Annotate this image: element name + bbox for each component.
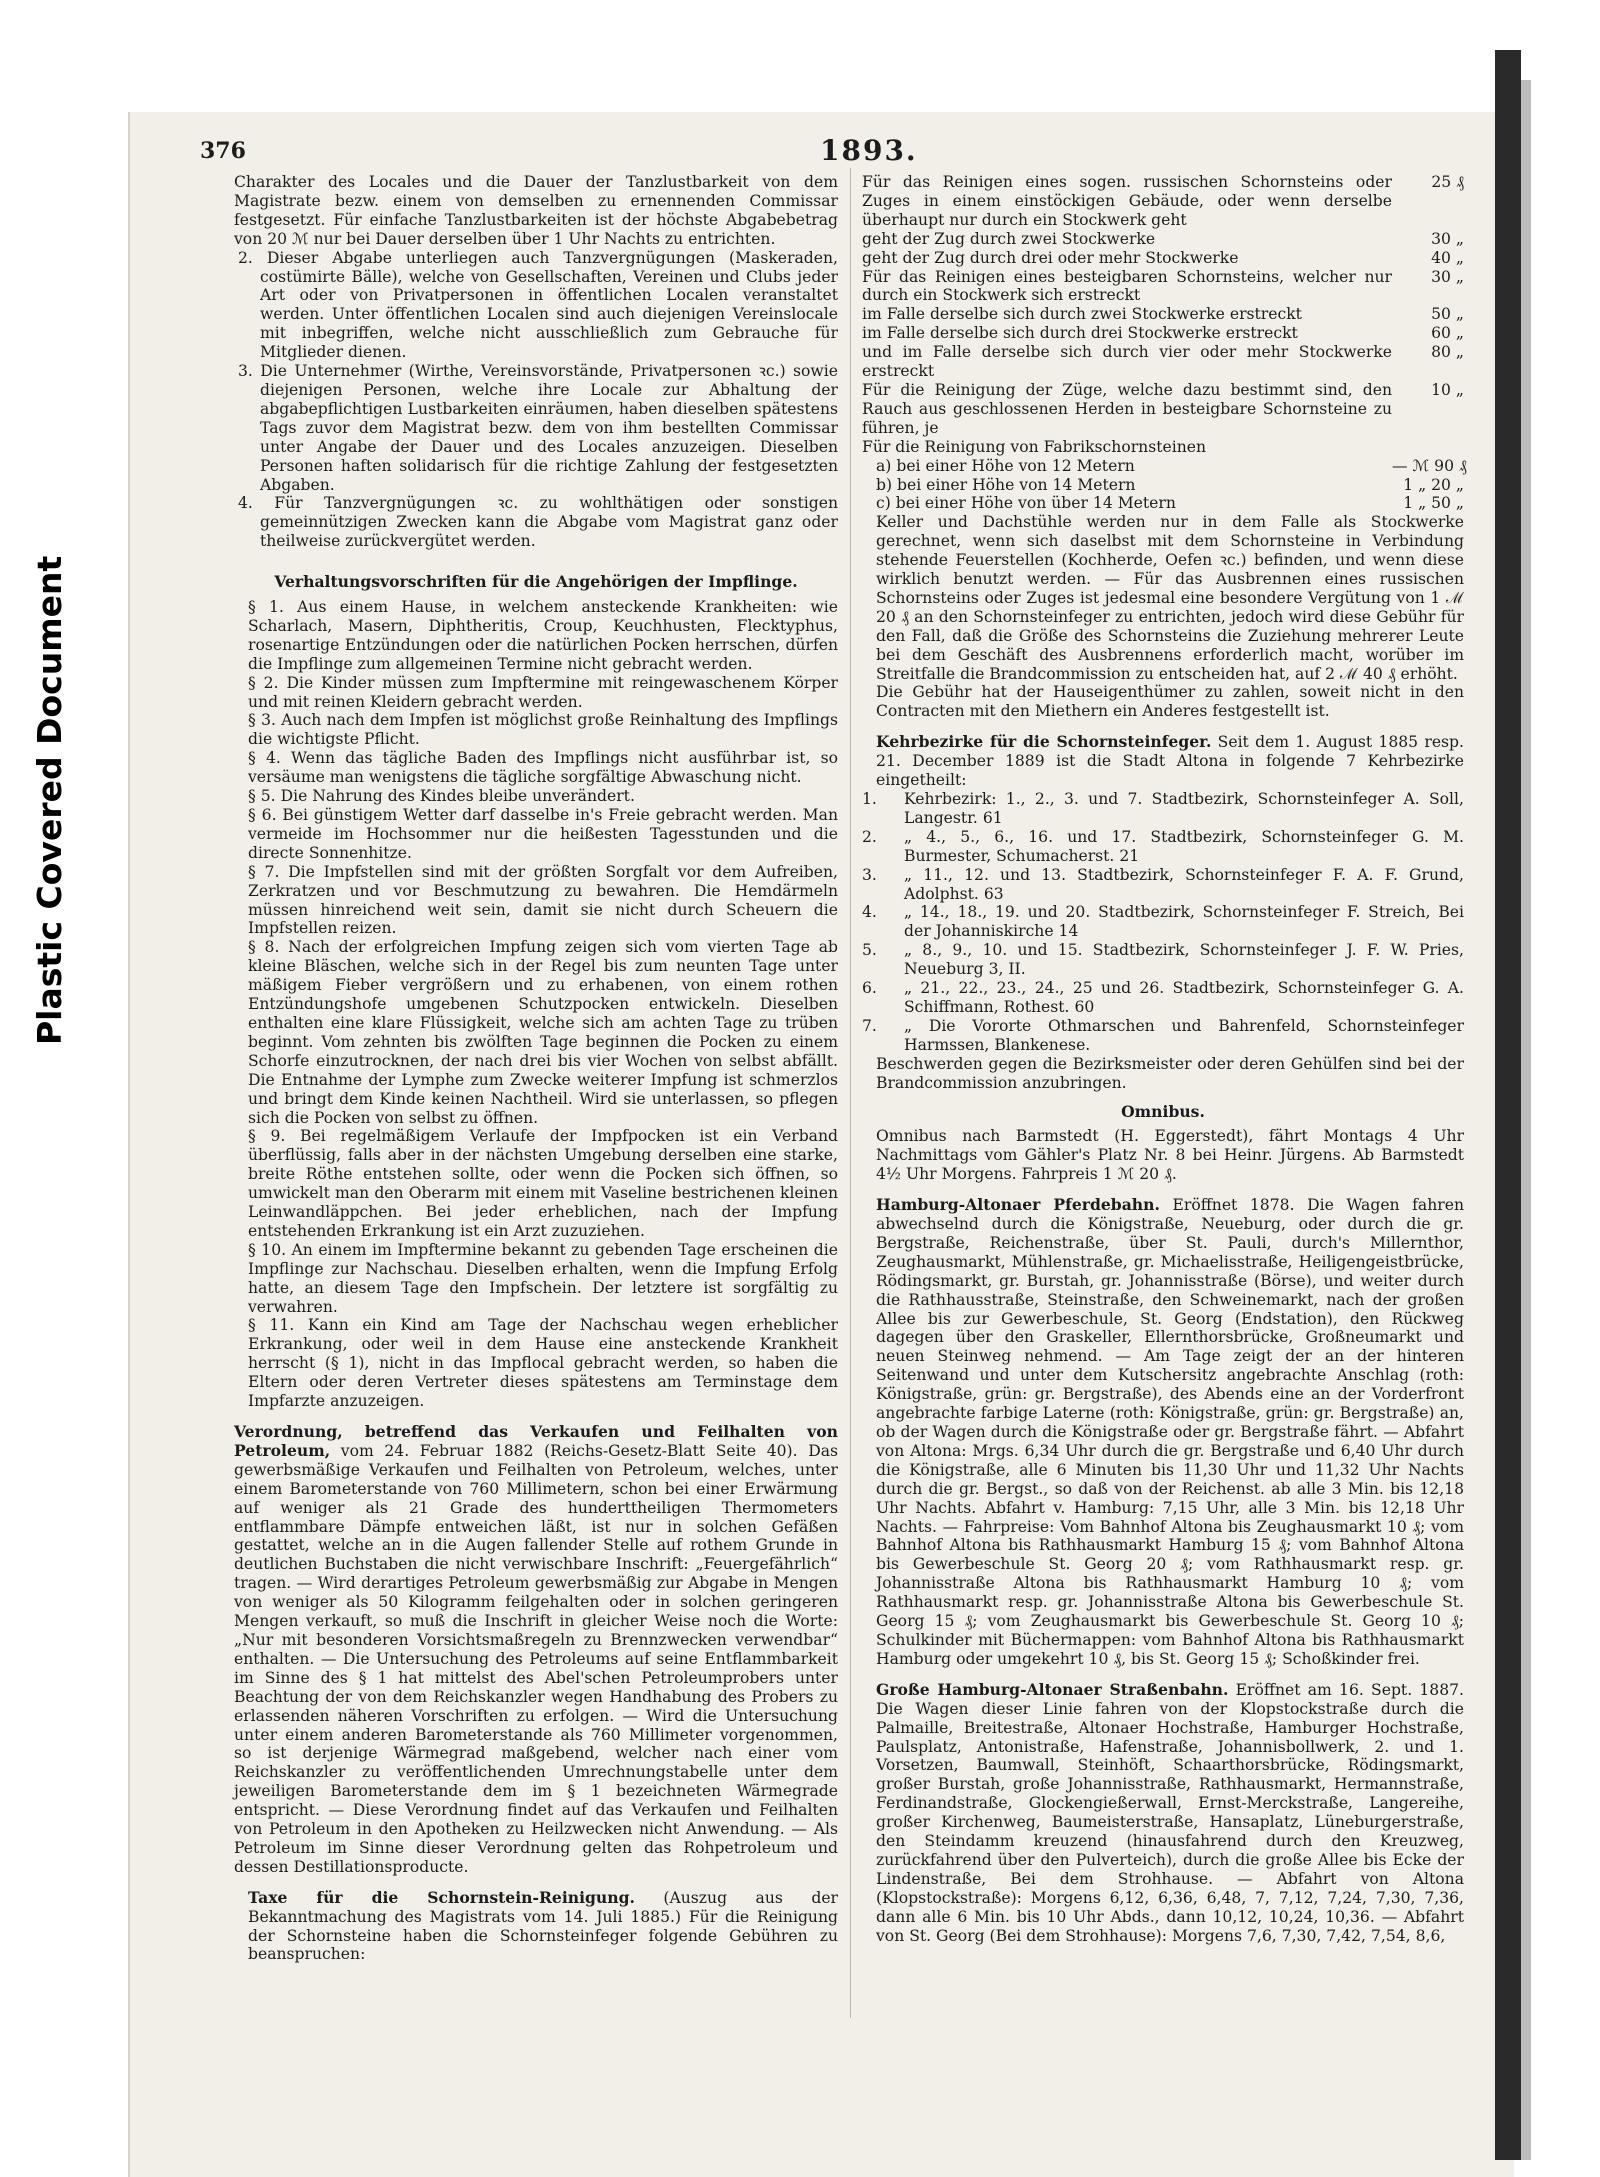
kehr-title: Kehrbezirke für die Schornsteinfeger. (876, 732, 1212, 752)
impf-paragraph: § 8. Nach der erfolgreichen Impfung zeigen sich vom vierten Tage ab kleine Bläschen, welche sich in der Regel bis zum neunten Tage unter mäßigem Fieber vergrößern und zu erhabenen, von einem rothen Entzündungshofe umgebenen Schutzpocken entwickeln. Dieselben enthalten eine klare Flüssigkeit, welche sich am achten Tage zu trüben beginnt. Vom zehnten bis zwölften Tage beginnen die Pocken zu einem Schorfe einzutrocknen, der nach drei bis vier Wochen von selbst abfällt. Die Entnahme der Lymphe zum Zwecke weiterer Impfung ist schmerzlos und bringt dem Kinde keinen Nachtheil. Wird sie unterlassen, so pflegen sich die Pocken von selbst zu öffnen. (248, 938, 838, 1127)
fee-row (862, 268, 1464, 306)
fee-value: 60 „ (1431, 324, 1464, 343)
fee-value: 1 „ 20 „ (1403, 475, 1464, 494)
page-edge-dark (1495, 50, 1521, 2160)
fee-value: 50 „ (1431, 305, 1464, 324)
pferdebahn-text: Eröffnet 1878. Die Wagen fahren abwechselnd durch die Königstraße, Neueburg, oder durch die gr. Bergstraße, Reichenstraße, über St. Pauli, durch's Millernthor, Zeughausmarkt, Mühlenstraße, gr. Michaelisstraße, Heiligengeistbrücke, Rödingsmarkt, gr. Burstah, gr. Johannisstraße (Börse), und weiter durch die Rathhausstraße, Steinstraße, den Schweinemarkt, nach der großen Allee bis zur Gewerbeschule, St. Georg (Endstation), den Rückweg dagegen über den Graskeller, Ellernthorsbrücke, Großneumarkt und neuen Steinweg nehmend. — Am Tage zeigt der an der hinteren Seitenwand und unter dem Kutschersitz angebrachte Anschlag (roth: Königstraße, grün: gr. Bergstraße), des Abends eine an der Vorderfront angebrachte farbige Laterne (roth: Königstraße, grün: gr. Bergstraße) an, ob der Wagen durch die Königstraße oder gr. Bergstraße fährt. — Abfahrt von Altona: Mrgs. 6,34 Uhr durch die gr. Bergstraße und 6,40 Uhr durch die Königstraße, alle 6 Minuten bis 11,30 Uhr und 11,32 Uhr Nachts durch die gr. Bergst., so daß von der Reichenst. ab alle 3 Min. bis 12,18 Uhr Nachts. Abfahrt v. Hamburg: 7,15 Uhr, alle 3 Min. bis 12,18 Uhr Nachts. — Fahrpreise: Vom Bahnhof Altona bis Zeughausmarkt 10 ₰; vom Bahnhof Altona bis Rathhausmarkt Hamburg 15 ₰; vom Bahnhof Altona bis Gewerbeschule St. Georg 20 ₰; vom Rathhausmarkt resp. gr. Johannisstraße Altona bis Rathhausmarkt Hamburg 10 ₰; vom Rathhausmarkt resp. gr. Johannisstraße Altona bis Gewerbeschule St. Georg 15 ₰; vom Zeughausmarkt bis Gewerbeschule St. Georg 10 ₰; Schulkinder mit Büchermappen: vom Bahnhof Altona bis Rathhausmarkt Hamburg oder umgekehrt 10 ₰, bis St. Georg 15 ₰; Schoßkinder frei. (876, 1196, 1464, 1668)
right-column (862, 173, 1467, 1945)
impf-paragraph: § 2. Die Kinder müssen zum Impftermine mit reingewaschenem Körper und mit reinen Kleidern gebracht werden. (248, 673, 838, 711)
fee-value: 10 „ (1431, 380, 1464, 399)
page-number: 376 (200, 138, 246, 164)
fee-label: und im Falle derselbe sich durch vier oder mehr Stockwerke erstreckt (862, 343, 1392, 381)
fee-label: Für das Reinigen eines sogen. russischen Schornsteins oder Zuges in einem einstöckigen Gebäude, oder wenn derselbe überhaupt nur durch ein Stockwerk geht (862, 173, 1392, 229)
district-text: „ 4., 5., 6., 16. und 17. Stadtbezirk, Schornsteinfeger G. M. Burmester, Schumacherst. 21 (904, 827, 1464, 865)
district-number: 1. (862, 790, 877, 808)
fee-value: 25 ₰ (1431, 173, 1464, 191)
tanz-item: 2. Dieser Abgabe unterliegen auch Tanzvergnügungen (Maskeraden, costümirte Bälle), welche von Gesellschaften, Vereinen und Clubs jeder Art oder von Privatpersonen in öffentlichen Localen veranstaltet werden. Unter öffentlichen Localen sind auch diejenigen Vereinslocale mit inbegriffen, welche nicht ausschließlich zum Gebrauche für Mitglieder dienen. (238, 248, 838, 362)
petrol-title: Verordnung, betreffend das Verkaufen und Feilhalten von Petroleum, (234, 1422, 838, 1460)
district-number: 5. (862, 941, 877, 960)
side-label-text: Plastic Covered Document (30, 555, 69, 1045)
district-row (862, 941, 1464, 979)
fee-label: im Falle derselbe sich durch zwei Stockwerke erstreckt (862, 305, 1302, 324)
fee-label: a) bei einer Höhe von 12 Metern (876, 456, 1135, 475)
omnibus-paragraph: Omnibus nach Barmstedt (H. Eggerstedt), fährt Montags 4 Uhr Nachmittags vom Gähler's Platz Nr. 8 bei Heinr. Jürgens. Ab Barmstedt 4½ Uhr Morgens. Fahrpreis 1 ℳ 20 ₰. (876, 1127, 1464, 1184)
district-row (862, 979, 1464, 1017)
district-number: 2. (862, 827, 877, 846)
fee-value: 80 „ (1431, 343, 1464, 362)
district-number: 6. (862, 979, 877, 998)
column-divider (850, 168, 851, 2018)
left-column (234, 173, 838, 1964)
gebuehr-paragraph: Die Gebühr hat der Hauseigenthümer zu zahlen, soweit nicht in den Contracten mit den Miethern ein Anderes festgestellt ist. (876, 683, 1464, 721)
fee-row (862, 381, 1464, 438)
district-row (862, 866, 1464, 904)
fee-row (862, 173, 1464, 230)
impf-paragraph: § 9. Bei regelmäßigem Verlaufe der Impfpocken ist ein Verband überflüssig, falls aber in der nächsten Umgebung derselben eine starke, breite Röthe entstehen sollte, oder wenn die Pocken sich öffnen, so umwickelt man den Oberarm mit einem mit Vaseline bestrichenen kleinen Leinwandläppchen. Bei jeder erheblichen, nach der Impfung entstehenden Erkrankung ist ein Arzt zuzuziehen. (248, 1127, 838, 1240)
impf-paragraph: § 10. An einem im Impftermine bekannt zu gebenden Tage erscheinen die Impflinge zur Nachschau. Dieselben erhalten, wenn die Impfung Erfolg hatte, an diesem Tage den Impfschein. Der letztere ist sorgfältig zu verwahren. (248, 1240, 838, 1316)
pferdebahn-section (862, 1196, 1464, 1669)
fee-label: geht der Zug durch zwei Stockwerke (862, 229, 1156, 248)
kehr-section (862, 733, 1464, 790)
fee-label: Für das Reinigen eines besteigbaren Schornsteins, welcher nur durch ein Stockwerk sich erstreckt (862, 267, 1392, 305)
strassenbahn-section (862, 1681, 1464, 1946)
pferdebahn-title: Hamburg-Altonaer Pferdebahn. (876, 1195, 1160, 1215)
fabrik-title: Für die Reinigung von Fabrikschornsteinen (862, 437, 1207, 456)
district-row (862, 1017, 1464, 1055)
fee-value: 30 „ (1431, 229, 1464, 248)
fee-value: 40 „ (1431, 248, 1464, 267)
district-text: „ 21., 22., 23., 24., 25 und 26. Stadtbezirk, Schornsteinfeger G. A. Schiffmann, Rothest. 60 (904, 979, 1464, 1016)
impf-paragraph: § 4. Wenn das tägliche Baden des Impflings nicht ausführbar ist, so versäume man wenigstens die tägliche sorgfältige Abwaschung nicht. (248, 749, 838, 787)
district-row (862, 790, 1464, 828)
page-year: 1893. (820, 134, 918, 167)
fee-row (862, 249, 1464, 268)
fee-label: geht der Zug durch drei oder mehr Stockwerke (862, 248, 1239, 267)
taxe-title: Taxe für die Schornstein-Reinigung. (248, 1887, 635, 1907)
petrol-section (234, 1423, 838, 1877)
omnibus-title: Omnibus. (1121, 1101, 1205, 1121)
district-number: 4. (862, 903, 877, 922)
district-text: „ 14., 18., 19. und 20. Stadtbezirk, Schornsteinfeger F. Streich, Bei der Johanniskirche 14 (904, 903, 1464, 941)
tanz-intro: Charakter des Locales und die Dauer der Tanzlustbarkeit von dem Magistrate bezw. einem von demselben zu ernennenden Commissar festgesetzt. Für einfache Tanzlustbarkeiten ist der höchste Abgabebetrag von 20 ℳ nur bei Dauer derselben über 1 Uhr Nachts zu entrichten. (234, 173, 838, 248)
fee-value: 30 „ (1431, 267, 1464, 286)
fee-label: im Falle derselbe sich durch drei Stockwerke erstreckt (862, 324, 1298, 343)
tanz-item: 4. Für Tanzvergnügungen ꝛc. zu wohlthätigen oder sonstigen gemeinnützigen Zwecken kann die Abgabe vom Magistrat ganz oder theilweise zurückvergütet werden. (238, 494, 838, 551)
strassenbahn-text: Eröffnet am 16. Sept. 1887. Die Wagen dieser Linie fahren von der Klopstockstraße durch die Palmaille, Breitestraße, Altonaer Hochstraße, Hamburger Hochstraße, Paulsplatz, Antonistraße, Hafenstraße, Johannisbollwerk, 2. und 1. Vorsetzen, Baumwall, Steinhöft, Schaarthorsbrücke, Rödingsmarkt, großer Burstah, große Johannisstraße, Rathhausmarkt, Hermannstraße, Ferdinandstraße, Glockengießerwall, Ernst-Merckstraße, Langereihe, großer Kirchenweg, Baumeisterstraße, Hansaplatz, Lüneburgerstraße, den Steindamm kreuzend (hinausfahrend durch den Kreuzweg, zurückfahrend über den Pulverteich), durch die große Allee bis Ecke der Lindenstraße, Bei dem Strohhause. — Abfahrt von Altona (Klopstockstraße): Morgens 6,12, 6,36, 6,48, 7, 7,12, 7,24, 7,30, 7,36, dann alle 6 Min. bis 10 Uhr Abds., dann 10,12, 10,24, 10,36. — Abfahrt von St. Georg (Bei dem Strohhause): Morgens 7,6, 7,30, 7,42, 7,54, 8,6, (876, 1680, 1464, 1945)
district-row (862, 903, 1464, 941)
fee-row (862, 305, 1464, 324)
fee-label: b) bei einer Höhe von 14 Metern (876, 475, 1136, 494)
beschwerden-paragraph: Beschwerden gegen die Bezirksmeister oder deren Gehülfen sind bei der Brandcommission anzubringen. (876, 1054, 1464, 1092)
fee-row (862, 324, 1464, 343)
district-text: „ Die Vororte Othmarschen und Bahrenfeld, Schornsteinfeger Harmssen, Blankenese. (904, 1016, 1464, 1054)
fee-row (862, 494, 1464, 513)
fee-value: 1 „ 50 „ (1403, 494, 1464, 513)
keller-paragraph: Keller und Dachstühle werden nur in dem Falle als Stockwerke gerechnet, wenn sich daselbst mit dem Schornsteine in Verbindung stehende Feuerstellen (Kochherde, Oefen ꝛc.) befinden, und wenn diese wirklich benutzt werden. — Für das Ausbrennen eines russischen Schornsteins oder Zuges ist jedesmal eine besondere Vergütung von 1 ℳ 20 ₰ an den Schornsteinfeger zu entrichten, jedoch wird diese Gebühr für den Fall, daß die Größe des Schornsteins die Zuziehung mehrerer Leute bei dem Geschäft des Ausbrennens erforderlich macht, worüber im Streitfalle die Brandcommission zu entscheiden hat, auf 2 ℳ 40 ₰ erhöht. (876, 513, 1464, 683)
fee-label: c) bei einer Höhe von über 14 Metern (876, 494, 1176, 513)
petrol-text: vom 24. Februar 1882 (Reichs-Gesetz-Blatt Seite 40). Das gewerbsmäßige Verkaufen und Feilhalten von Petroleum, welches, unter einem Barometerstande von 760 Millimetern, schon bei einer Erwärmung auf weniger als 21 Grade des hunderttheiligen Thermometers entflammbare Dämpfe entweichen läßt, ist nur in solchen Gefäßen gestattet, welche an in die Augen fallender Stelle auf rothem Grunde in deutlichen Buchstaben die nicht verwischbare Inschrift: „Feuergefährlich“ tragen. — Wird derartiges Petroleum gewerbsmäßig zur Abgabe in Mengen von weniger als 50 Kilogramm feilgehalten oder in solchen geringeren Mengen verkauft, so muß die Inschrift in gleicher Weise noch die Worte: „Nur mit besonderen Vorsichtsmaßregeln zu Brennzwecken verwendbar“ enthalten. — Die Untersuchung des Petroleums auf seine Entflammbarkeit im Sinne des § 1 hat mittelst des Abel'schen Petroleumprobers unter Beachtung der von dem Reichskanzler wegen Handhabung des Probers zu erlassenden näheren Vorschriften zu erfolgen. — Wird die Untersuchung unter einem anderen Barometerstande als 760 Millimeter vorgenommen, so ist derjenige Wärmegrad maßgebend, welcher nach einer vom Reichskanzler zu veröffentlichenden Umrechnungstabelle unter dem jeweiligen Barometerstande dem im § 1 bezeichneten Wärmegrade entspricht. — Diese Verordnung findet auf das Verkaufen und Feilhalten von Petroleum in den Apotheken zu Heilzwecken nicht Anwendung. — Als Petroleum im Sinne dieser Verordnung gelten das Rohpetroleum und dessen Destillationsproducte. (234, 1441, 838, 1876)
district-text: „ 8., 9., 10. und 15. Stadtbezirk, Schornsteinfeger J. F. W. Pries, Neueburg 3, II. (904, 941, 1464, 979)
district-text: Kehrbezirk: 1., 2., 3. und 7. Stadtbezirk, Schornsteinfeger A. Soll, Langestr. 61 (904, 790, 1464, 827)
page-edge-light (1521, 80, 1531, 2160)
impf-title: Verhaltungsvorschriften für die Angehörigen der Impflinge. (274, 572, 798, 592)
taxe-section (234, 1889, 838, 1965)
fee-label: Für die Reinigung der Züge, welche dazu bestimmt sind, den Rauch aus geschlossenen Herden in besteigbare Schornsteine zu führen, je (862, 380, 1392, 437)
impf-paragraph: § 3. Auch nach dem Impfen ist möglichst große Reinhaltung des Impflings die wichtigste Pflicht. (248, 711, 838, 749)
taxe-text: (Auszug aus der Bekanntmachung des Magistrats vom 14. Juli 1885.) Für die Reinigung der Schornsteine haben die Schornsteinfeger folgende Gebühren zu beanspruchen: (248, 1888, 838, 1964)
impf-paragraph: § 11. Kann ein Kind am Tage der Nachschau wegen erheblicher Erkrankung, oder weil in dem Hause eine ansteckende Krankheit herrscht (§ 1), nicht in das Impflocal gebracht werden, so haben die Eltern oder deren Vertreter dieses spätestens am Terminstage dem Impfarzte anzuzeigen. (248, 1316, 838, 1411)
district-number: 3. (862, 865, 877, 884)
district-row (862, 828, 1464, 866)
fee-row (862, 230, 1464, 249)
district-text: „ 11., 12. und 13. Stadtbezirk, Schornsteinfeger F. A. F. Grund, Adolphst. 63 (904, 865, 1464, 903)
fee-row (862, 456, 1467, 476)
impf-paragraph: § 7. Die Impfstellen sind mit der größten Sorgfalt vor dem Aufreiben, Zerkratzen und vor Beschmutzung zu bewahren. Die Hemdärmeln müssen hinreichend weit sein, damit sie nicht durch Scheuern die Impfstellen reizen. (248, 862, 838, 938)
scan-margin (0, 0, 128, 2177)
fee-row (862, 476, 1464, 495)
tanz-item: 3. Die Unternehmer (Wirthe, Vereinsvorstände, Privatpersonen ꝛc.) sowie diejenigen Personen, welche ihre Locale zur Abhaltung der abgabepflichtigen Lustbarkeiten einräumen, haben dieselben spätestens Tags zuvor dem Magistrat bezw. dem von ihm bestellten Commissar unter Angabe der Dauer und des Locales anzuzeigen. Dieselben Personen haften solidarisch für die richtige Zahlung der festgesetzten Abgaben. (238, 362, 838, 494)
fee-row (862, 343, 1464, 381)
fee-value: — ℳ 90 ₰ (1392, 456, 1467, 475)
district-number: 7. (862, 1016, 877, 1035)
kehr-intro: Seit dem 1. August 1885 resp. 21. December 1889 ist die Stadt Altona in folgende 7 Kehrbezirke eingetheilt: (876, 733, 1464, 790)
impf-paragraph: § 1. Aus einem Hause, in welchem ansteckende Krankheiten: wie Scharlach, Masern, Diphtheritis, Croup, Keuchhusten, Flecktyphus, rosenartige Entzündungen oder die natürlichen Pocken herrschen, dürfen die Impflinge zum allgemeinen Termine nicht gebracht werden. (248, 598, 838, 673)
strassenbahn-title: Große Hamburg-Altonaer Straßenbahn. (876, 1679, 1229, 1699)
impf-paragraph: § 6. Bei günstigem Wetter darf dasselbe in's Freie gebracht werden. Man vermeide im Hochsommer nur die heißesten Tagesstunden und die directe Sonnenhitze. (248, 806, 838, 862)
impf-paragraph: § 5. Die Nahrung des Kindes bleibe unverändert. (248, 787, 635, 806)
